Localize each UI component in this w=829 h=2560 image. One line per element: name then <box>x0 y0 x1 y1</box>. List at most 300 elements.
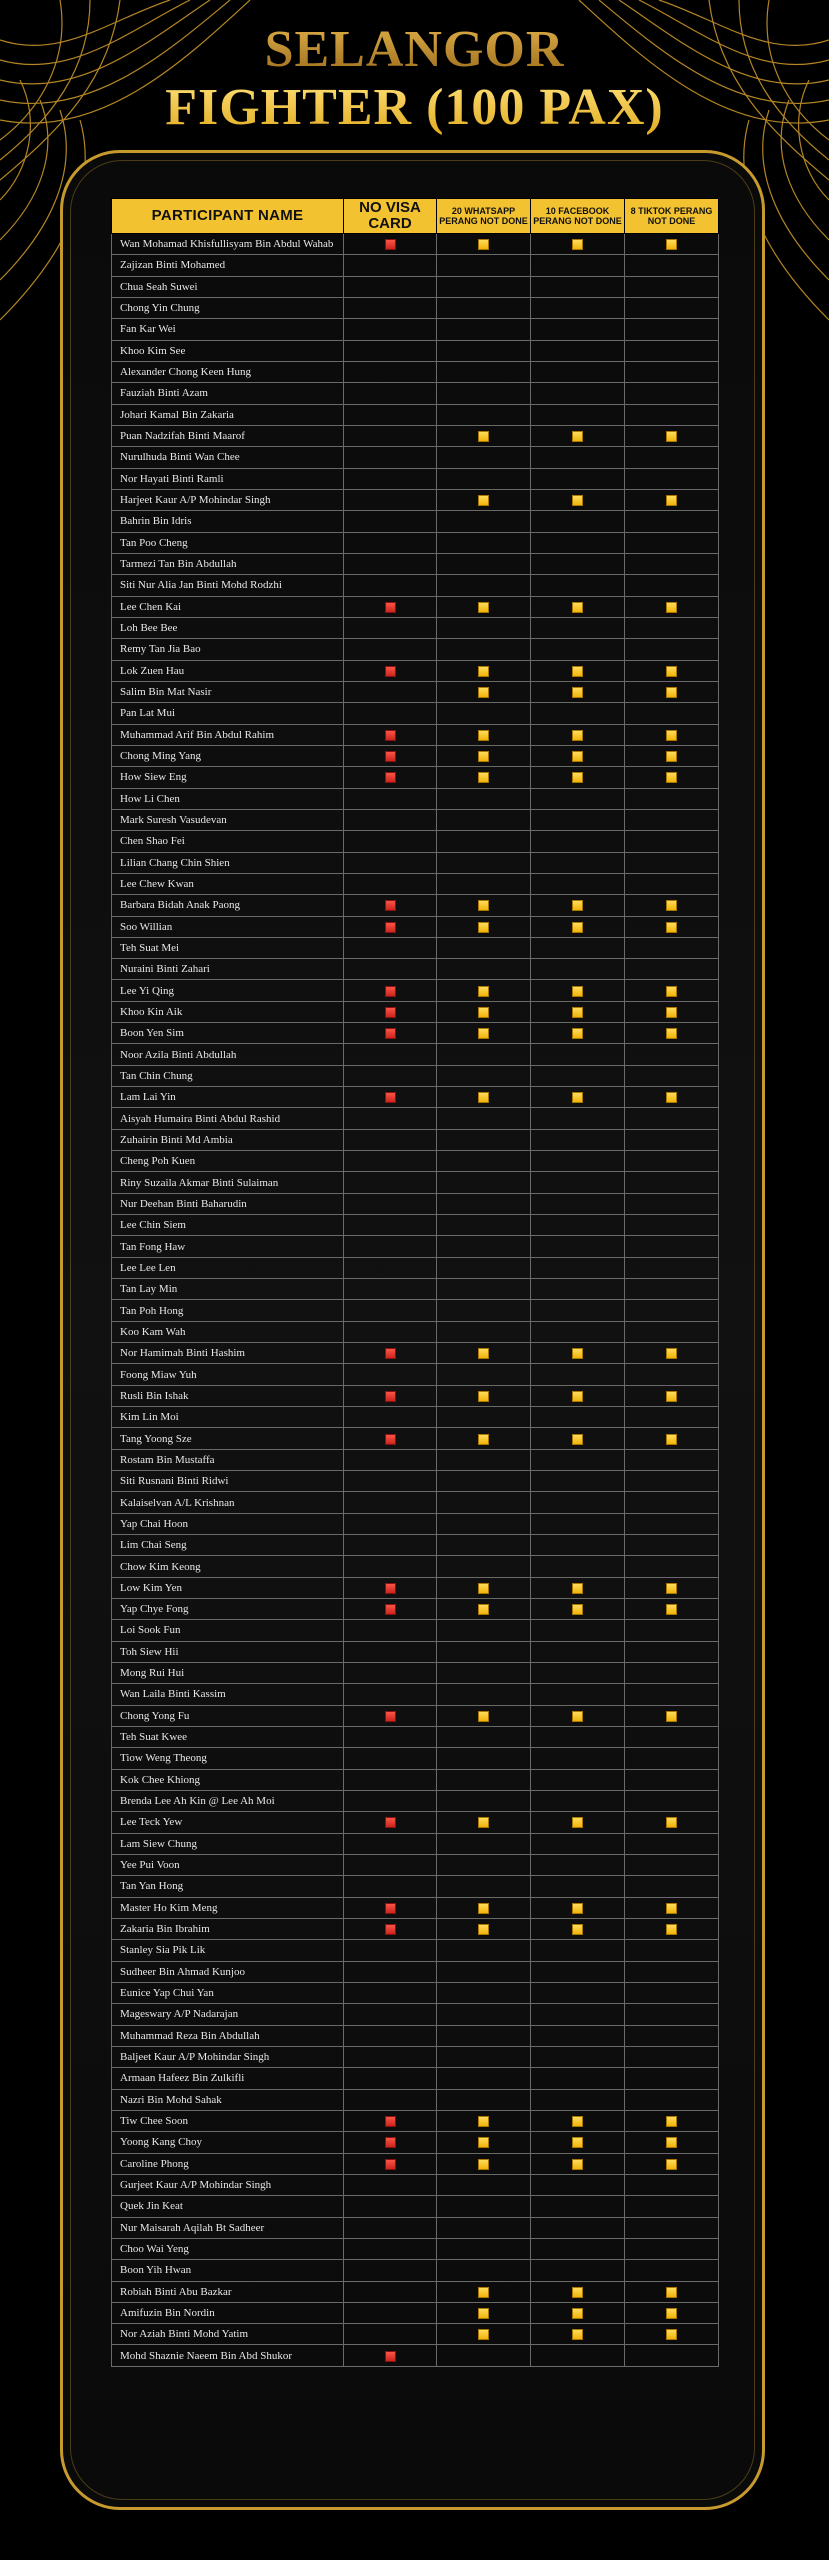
table-row <box>112 959 719 980</box>
participant-name: How Li Chen <box>112 788 344 809</box>
fb-cell <box>531 404 625 425</box>
participant-name: Rostam Bin Mustaffa <box>112 1449 344 1470</box>
tt-cell <box>625 1556 719 1577</box>
tt-cell <box>625 767 719 788</box>
fb-cell <box>531 980 625 1001</box>
tt-cell <box>625 2153 719 2174</box>
wa-cell <box>437 1151 531 1172</box>
wa-cell <box>437 2046 531 2067</box>
fb-cell <box>531 1001 625 1022</box>
participant-name: Muhammad Arif Bin Abdul Rahim <box>112 724 344 745</box>
tt-cell <box>625 1705 719 1726</box>
tt-cell <box>625 2345 719 2366</box>
wa-cell <box>437 1407 531 1428</box>
wa-cell <box>437 1513 531 1534</box>
table-row <box>112 2110 719 2131</box>
visa-cell <box>344 2281 437 2302</box>
table-row <box>112 1023 719 1044</box>
participant-name: Yap Chai Hoon <box>112 1513 344 1534</box>
fb-cell <box>531 617 625 638</box>
participant-name: Alexander Chong Keen Hung <box>112 361 344 382</box>
title-line-1: SELANGOR <box>0 22 829 78</box>
participant-name: Johari Kamal Bin Zakaria <box>112 404 344 425</box>
fb-cell <box>531 1215 625 1236</box>
participant-name: Fauziah Binti Azam <box>112 383 344 404</box>
whatsapp-not-done-marker <box>478 922 489 933</box>
tt-cell <box>625 511 719 532</box>
fb-cell <box>531 1641 625 1662</box>
wa-cell <box>437 596 531 617</box>
tiktok-not-done-marker <box>666 1903 677 1914</box>
participant-name: Nor Hamimah Binti Hashim <box>112 1343 344 1364</box>
table-row <box>112 1599 719 1620</box>
visa-cell <box>344 596 437 617</box>
table-row <box>112 1641 719 1662</box>
participant-name: Tan Fong Haw <box>112 1236 344 1257</box>
wa-cell <box>437 1620 531 1641</box>
participant-name: Yee Pui Voon <box>112 1854 344 1875</box>
tt-cell <box>625 1812 719 1833</box>
participant-name: Tiow Weng Theong <box>112 1748 344 1769</box>
participant-name: Loi Sook Fun <box>112 1620 344 1641</box>
fb-cell <box>531 2345 625 2366</box>
tiktok-not-done-marker <box>666 730 677 741</box>
participant-name: Kim Lin Moi <box>112 1407 344 1428</box>
table-row <box>112 2174 719 2195</box>
whatsapp-not-done-marker <box>478 666 489 677</box>
tt-cell <box>625 2025 719 2046</box>
wa-cell <box>437 1577 531 1598</box>
participant-name: Nor Aziah Binti Mohd Yatim <box>112 2324 344 2345</box>
wa-cell <box>437 1044 531 1065</box>
participant-name: Boon Yen Sim <box>112 1023 344 1044</box>
participant-name: Lilian Chang Chin Shien <box>112 852 344 873</box>
wa-cell <box>437 2260 531 2281</box>
fb-cell <box>531 1257 625 1278</box>
participant-table <box>111 198 719 2367</box>
wa-cell <box>437 852 531 873</box>
wa-cell <box>437 1641 531 1662</box>
fb-cell <box>531 1428 625 1449</box>
wa-cell <box>437 1279 531 1300</box>
tiktok-not-done-marker <box>666 772 677 783</box>
table-row <box>112 1321 719 1342</box>
table-row <box>112 489 719 510</box>
wa-cell <box>437 1087 531 1108</box>
whatsapp-not-done-marker <box>478 2159 489 2170</box>
tiktok-not-done-marker <box>666 2329 677 2340</box>
wa-cell <box>437 468 531 489</box>
participant-name: Wan Laila Binti Kassim <box>112 1684 344 1705</box>
whatsapp-not-done-marker <box>478 239 489 250</box>
table-row <box>112 724 719 745</box>
visa-cell <box>344 831 437 852</box>
whatsapp-not-done-marker <box>478 2308 489 2319</box>
participant-name: Low Kim Yen <box>112 1577 344 1598</box>
no-visa-card-marker <box>385 986 396 997</box>
fb-cell <box>531 1940 625 1961</box>
participant-name: Wan Mohamad Khisfullisyam Bin Abdul Wahab <box>112 234 344 255</box>
tt-cell <box>625 1513 719 1534</box>
table-row <box>112 2004 719 2025</box>
table-row <box>112 1769 719 1790</box>
tt-cell <box>625 1726 719 1747</box>
table-row <box>112 703 719 724</box>
whatsapp-not-done-marker <box>478 1348 489 1359</box>
wa-cell <box>437 2196 531 2217</box>
participant-name: Bahrin Bin Idris <box>112 511 344 532</box>
wa-cell <box>437 1790 531 1811</box>
tt-cell <box>625 532 719 553</box>
visa-cell <box>344 319 437 340</box>
wa-cell <box>437 1471 531 1492</box>
visa-cell <box>344 937 437 958</box>
fb-cell <box>531 1087 625 1108</box>
fb-cell <box>531 340 625 361</box>
tt-cell <box>625 255 719 276</box>
participant-name: Harjeet Kaur A/P Mohindar Singh <box>112 489 344 510</box>
tt-cell <box>625 809 719 830</box>
wa-cell <box>437 767 531 788</box>
wa-cell <box>437 2281 531 2302</box>
visa-cell <box>344 1193 437 1214</box>
whatsapp-not-done-marker <box>478 495 489 506</box>
participant-name: Foong Miaw Yuh <box>112 1364 344 1385</box>
visa-cell <box>344 2004 437 2025</box>
tt-cell <box>625 1449 719 1470</box>
visa-cell <box>344 1492 437 1513</box>
visa-cell <box>344 1940 437 1961</box>
fb-cell <box>531 1108 625 1129</box>
fb-cell <box>531 1151 625 1172</box>
visa-cell <box>344 1215 437 1236</box>
tt-cell <box>625 2324 719 2345</box>
visa-cell <box>344 1854 437 1875</box>
tt-cell <box>625 489 719 510</box>
table-row <box>112 553 719 574</box>
participant-name: Gurjeet Kaur A/P Mohindar Singh <box>112 2174 344 2195</box>
fb-cell <box>531 1577 625 1598</box>
wa-cell <box>437 2110 531 2131</box>
visa-cell <box>344 980 437 1001</box>
tt-cell <box>625 1769 719 1790</box>
participant-name: Boon Yih Hwan <box>112 2260 344 2281</box>
fb-cell <box>531 1812 625 1833</box>
no-visa-card-marker <box>385 1903 396 1914</box>
fb-cell <box>531 895 625 916</box>
table-row <box>112 1407 719 1428</box>
table-row <box>112 1833 719 1854</box>
tt-cell <box>625 2089 719 2110</box>
tt-cell <box>625 1321 719 1342</box>
fb-cell <box>531 1321 625 1342</box>
fb-cell <box>531 1023 625 1044</box>
wa-cell <box>437 489 531 510</box>
whatsapp-not-done-marker <box>478 2329 489 2340</box>
tt-cell <box>625 1364 719 1385</box>
wa-cell <box>437 425 531 446</box>
tiktok-not-done-marker <box>666 239 677 250</box>
visa-cell <box>344 1918 437 1939</box>
fb-cell <box>531 1279 625 1300</box>
table-row <box>112 639 719 660</box>
participant-name: Zuhairin Binti Md Ambia <box>112 1129 344 1150</box>
tt-cell <box>625 234 719 255</box>
wa-cell <box>437 1897 531 1918</box>
fb-cell <box>531 1897 625 1918</box>
wa-cell <box>437 2345 531 2366</box>
table-row <box>112 788 719 809</box>
fb-cell <box>531 1790 625 1811</box>
visa-cell <box>344 1087 437 1108</box>
fb-cell <box>531 2217 625 2238</box>
wa-cell <box>437 361 531 382</box>
visa-cell <box>344 404 437 425</box>
wa-cell <box>437 1982 531 2003</box>
tt-cell <box>625 2217 719 2238</box>
visa-cell <box>344 234 437 255</box>
fb-cell <box>531 2260 625 2281</box>
participant-name: Khoo Kim See <box>112 340 344 361</box>
table-row <box>112 980 719 1001</box>
wa-cell <box>437 1428 531 1449</box>
table-row <box>112 1279 719 1300</box>
fb-cell <box>531 1513 625 1534</box>
participant-name: Quek Jin Keat <box>112 2196 344 2217</box>
participant-name: Nor Hayati Binti Ramli <box>112 468 344 489</box>
whatsapp-not-done-marker <box>478 1028 489 1039</box>
tt-cell <box>625 2302 719 2323</box>
whatsapp-not-done-marker <box>478 1817 489 1828</box>
participant-name: Master Ho Kim Meng <box>112 1897 344 1918</box>
tt-cell <box>625 1257 719 1278</box>
no-visa-card-marker <box>385 922 396 933</box>
wa-cell <box>437 809 531 830</box>
wa-cell <box>437 937 531 958</box>
whatsapp-not-done-marker <box>478 1924 489 1935</box>
wa-cell <box>437 1876 531 1897</box>
fb-cell <box>531 1535 625 1556</box>
visa-cell <box>344 361 437 382</box>
table-row <box>112 916 719 937</box>
wa-cell <box>437 2174 531 2195</box>
column-header-participant-name: PARTICIPANT NAME <box>112 199 344 234</box>
table-row <box>112 1961 719 1982</box>
visa-cell <box>344 447 437 468</box>
participant-name: Yap Chye Fong <box>112 1599 344 1620</box>
tt-cell <box>625 1215 719 1236</box>
fb-cell <box>531 2132 625 2153</box>
fb-cell <box>531 2196 625 2217</box>
table-row <box>112 745 719 766</box>
participant-name: Zajizan Binti Mohamed <box>112 255 344 276</box>
tt-cell <box>625 937 719 958</box>
fb-cell <box>531 1300 625 1321</box>
wa-cell <box>437 1193 531 1214</box>
fb-cell <box>531 639 625 660</box>
facebook-not-done-marker <box>572 1028 583 1039</box>
tt-cell <box>625 1961 719 1982</box>
tt-cell <box>625 2068 719 2089</box>
facebook-not-done-marker <box>572 986 583 997</box>
visa-cell <box>344 1236 437 1257</box>
visa-cell <box>344 1023 437 1044</box>
participant-name: Remy Tan Jia Bao <box>112 639 344 660</box>
table-row <box>112 1087 719 1108</box>
participant-name: Riny Suzaila Akmar Binti Sulaiman <box>112 1172 344 1193</box>
table-row <box>112 297 719 318</box>
no-visa-card-marker <box>385 1092 396 1103</box>
tt-cell <box>625 319 719 340</box>
tt-cell <box>625 873 719 894</box>
participant-name: Nazri Bin Mohd Sahak <box>112 2089 344 2110</box>
facebook-not-done-marker <box>572 239 583 250</box>
fb-cell <box>531 361 625 382</box>
table-row <box>112 255 719 276</box>
visa-cell <box>344 1065 437 1086</box>
visa-cell <box>344 1684 437 1705</box>
participant-name: Nur Maisarah Aqilah Bt Sadheer <box>112 2217 344 2238</box>
visa-cell <box>344 1790 437 1811</box>
participant-name: Mark Suresh Vasudevan <box>112 809 344 830</box>
wa-cell <box>437 1684 531 1705</box>
visa-cell <box>344 276 437 297</box>
title-line-2: FIGHTER (100 PAX) <box>0 78 829 138</box>
table-row <box>112 2238 719 2259</box>
whatsapp-not-done-marker <box>478 1604 489 1615</box>
table-row <box>112 2196 719 2217</box>
fb-cell <box>531 1854 625 1875</box>
table-row <box>112 1215 719 1236</box>
table-row <box>112 660 719 681</box>
participant-name: Teh Suat Mei <box>112 937 344 958</box>
visa-cell <box>344 1321 437 1342</box>
participant-name: Lam Siew Chung <box>112 1833 344 1854</box>
tt-cell <box>625 553 719 574</box>
fb-cell <box>531 1193 625 1214</box>
participant-name: Siti Rusnani Binti Ridwi <box>112 1471 344 1492</box>
visa-cell <box>344 2068 437 2089</box>
wa-cell <box>437 895 531 916</box>
tt-cell <box>625 1108 719 1129</box>
tt-cell <box>625 1065 719 1086</box>
fb-cell <box>531 425 625 446</box>
fb-cell <box>531 1172 625 1193</box>
participant-name: Pan Lat Mui <box>112 703 344 724</box>
tt-cell <box>625 724 719 745</box>
facebook-not-done-marker <box>572 1711 583 1722</box>
table-row <box>112 1897 719 1918</box>
facebook-not-done-marker <box>572 666 583 677</box>
fb-cell <box>531 1662 625 1683</box>
fb-cell <box>531 2153 625 2174</box>
tt-cell <box>625 2196 719 2217</box>
tt-cell <box>625 980 719 1001</box>
no-visa-card-marker <box>385 1604 396 1615</box>
visa-cell <box>344 1620 437 1641</box>
fb-cell <box>531 468 625 489</box>
tt-cell <box>625 1023 719 1044</box>
visa-cell <box>344 2110 437 2131</box>
wa-cell <box>437 2068 531 2089</box>
table-row <box>112 511 719 532</box>
tt-cell <box>625 1897 719 1918</box>
participant-name: Caroline Phong <box>112 2153 344 2174</box>
wa-cell <box>437 319 531 340</box>
table-row <box>112 1876 719 1897</box>
visa-cell <box>344 1513 437 1534</box>
table-row <box>112 1662 719 1683</box>
no-visa-card-marker <box>385 239 396 250</box>
tt-cell <box>625 788 719 809</box>
fb-cell <box>531 1726 625 1747</box>
visa-cell <box>344 2217 437 2238</box>
table-row <box>112 1684 719 1705</box>
fb-cell <box>531 319 625 340</box>
participant-name: Mageswary A/P Nadarajan <box>112 2004 344 2025</box>
facebook-not-done-marker <box>572 922 583 933</box>
fb-cell <box>531 1982 625 2003</box>
visa-cell <box>344 1001 437 1022</box>
facebook-not-done-marker <box>572 602 583 613</box>
wa-cell <box>437 532 531 553</box>
table-row <box>112 1492 719 1513</box>
tt-cell <box>625 404 719 425</box>
wa-cell <box>437 553 531 574</box>
visa-cell <box>344 1876 437 1897</box>
facebook-not-done-marker <box>572 1348 583 1359</box>
wa-cell <box>437 831 531 852</box>
fb-cell <box>531 1407 625 1428</box>
tt-cell <box>625 1172 719 1193</box>
wa-cell <box>437 2238 531 2259</box>
fb-cell <box>531 873 625 894</box>
tiktok-not-done-marker <box>666 1391 677 1402</box>
wa-cell <box>437 788 531 809</box>
visa-cell <box>344 1300 437 1321</box>
table-row <box>112 383 719 404</box>
fb-cell <box>531 788 625 809</box>
fb-cell <box>531 1364 625 1385</box>
visa-cell <box>344 1599 437 1620</box>
participant-name: Chow Kim Keong <box>112 1556 344 1577</box>
tt-cell <box>625 2004 719 2025</box>
wa-cell <box>437 1300 531 1321</box>
tt-cell <box>625 1577 719 1598</box>
fb-cell <box>531 383 625 404</box>
whatsapp-not-done-marker <box>478 900 489 911</box>
visa-cell <box>344 553 437 574</box>
table-row <box>112 1982 719 2003</box>
fb-cell <box>531 276 625 297</box>
table-row <box>112 1343 719 1364</box>
wa-cell <box>437 276 531 297</box>
participant-name: Lee Chen Kai <box>112 596 344 617</box>
visa-cell <box>344 1108 437 1129</box>
fb-cell <box>531 234 625 255</box>
wa-cell <box>437 1535 531 1556</box>
whatsapp-not-done-marker <box>478 1092 489 1103</box>
visa-cell <box>344 1129 437 1150</box>
visa-cell <box>344 1833 437 1854</box>
tiktok-not-done-marker <box>666 2287 677 2298</box>
facebook-not-done-marker <box>572 1434 583 1445</box>
visa-cell <box>344 1641 437 1662</box>
tt-cell <box>625 1385 719 1406</box>
table-row <box>112 1535 719 1556</box>
participant-name: Kok Chee Khiong <box>112 1769 344 1790</box>
tt-cell <box>625 1918 719 1939</box>
